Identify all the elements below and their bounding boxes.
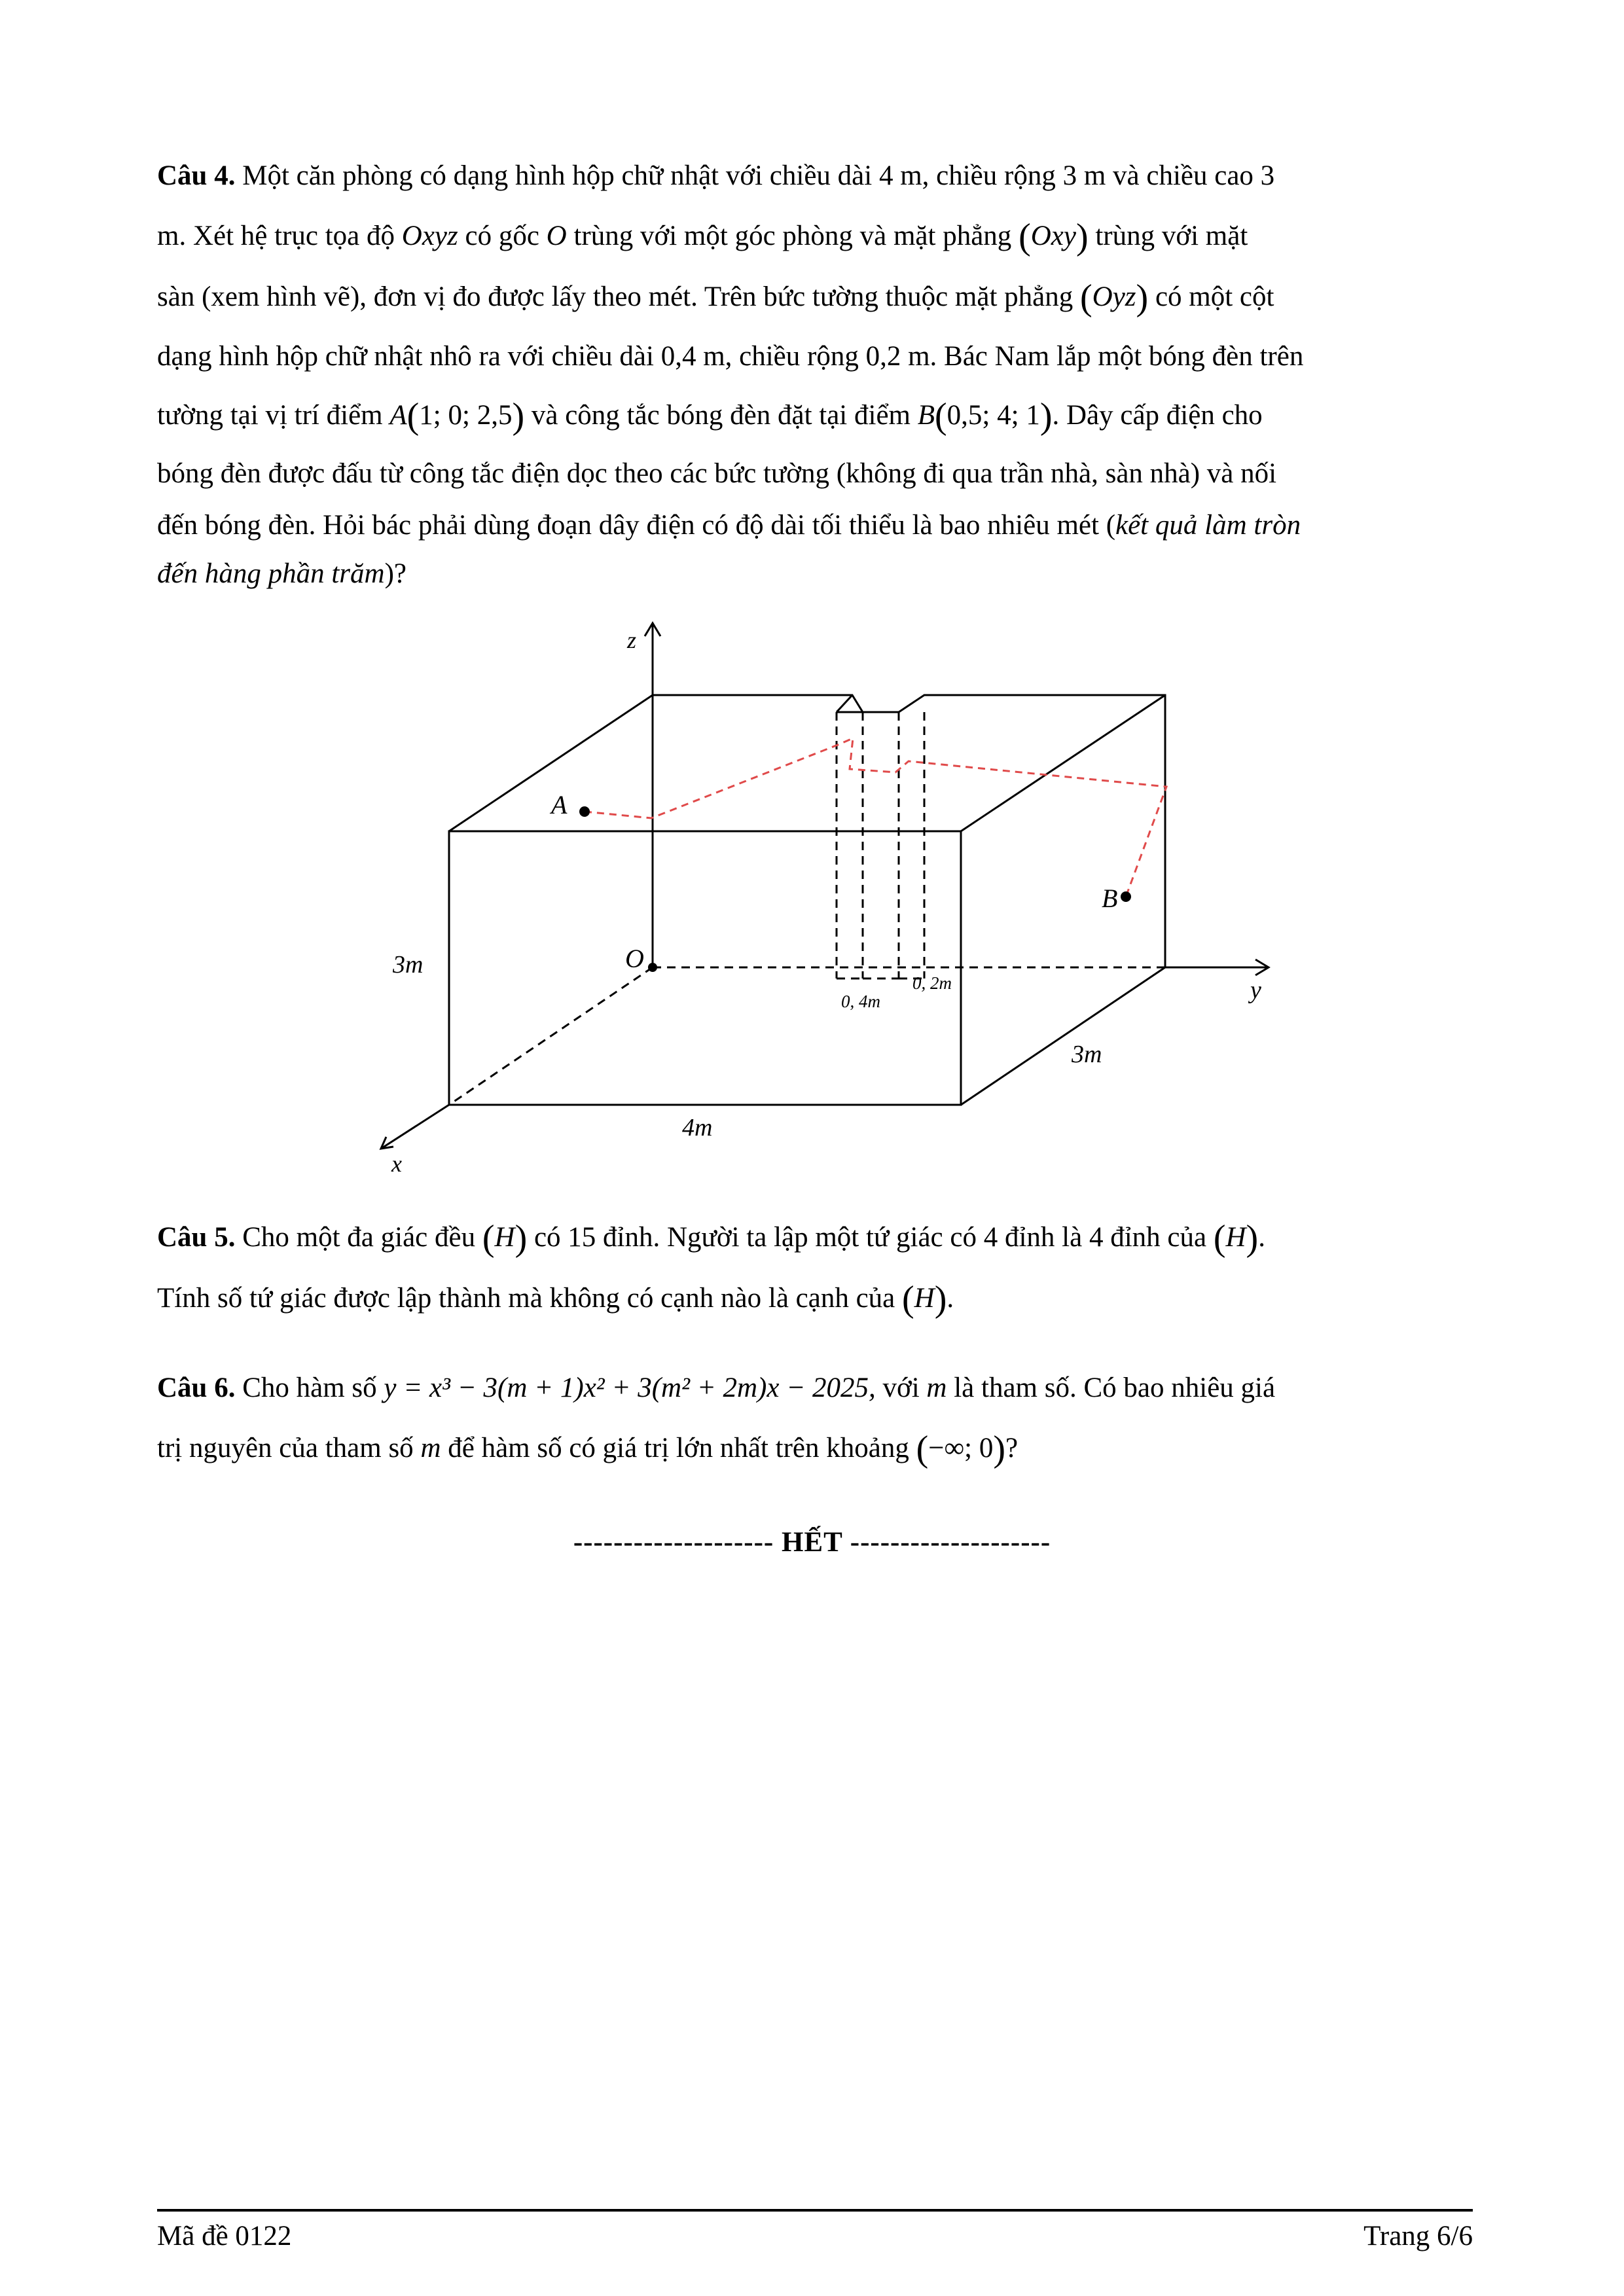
q6-line-1: Câu 6. Cho hàm số y = x³ − 3(m + 1)x² + 3(m² + 2m)x − 2025, với m là tham số. Có bao nhiêu giá (157, 1372, 1276, 1403)
wire-path (585, 738, 1166, 897)
end-mark: -------------------- HẾT -------------------- (573, 1527, 1051, 1558)
label-y: y (1250, 977, 1261, 1004)
q4-line-3: sàn (xem hình vẽ), đơn vị đo được lấy theo mét. Trên bức tường thuộc mặt phẳng (Oyz) có một cột (157, 278, 1274, 318)
label-a: A (551, 790, 568, 819)
room-figure (353, 609, 1309, 1178)
label-o: O (625, 944, 644, 973)
q6-line-2: trị nguyên của tham số m để hàm số có giá trị lớn nhất trên khoảng (−∞; 0)? (157, 1429, 1019, 1469)
label-height: 3m (393, 951, 424, 978)
hidden-edges (449, 695, 1165, 1105)
x-axis (381, 1105, 449, 1149)
q4-line-6: bóng đèn được đấu từ công tắc điện dọc theo các bức tường (không đi qua trần nhà, sàn nhà) và nối (157, 458, 1277, 489)
label-pillar-width: 0, 2m (912, 973, 952, 993)
label-b: B (1102, 884, 1118, 913)
label-pillar-length: 0, 4m (841, 992, 880, 1011)
q4-line-1: Câu 4. Một căn phòng có dạng hình hộp chữ nhật với chiều dài 4 m, chiều rộng 3 m và chiều cao 3 (157, 160, 1275, 191)
q5-line-2: Tính số tứ giác được lập thành mà không có cạnh nào là cạnh của (H). (157, 1279, 954, 1319)
visible-edges (449, 695, 1165, 1105)
footer-exam-code: Mã đề 0122 (157, 2221, 292, 2251)
footer-page-number: Trang 6/6 (1363, 2221, 1473, 2251)
q6-formula: y = x³ − 3(m + 1)x² + 3(m² + 2m)x − 2025, (384, 1372, 876, 1403)
point-a (579, 806, 590, 817)
q4-line-7: đến bóng đèn. Hỏi bác phải dùng đoạn dây điện có độ dài tối thiểu là bao nhiêu mét (kết quả làm tròn (157, 510, 1301, 541)
footer-rule (157, 2209, 1473, 2212)
q4-line-8: đến hàng phần trăm)? (157, 558, 406, 589)
label-x: x (391, 1151, 402, 1177)
q4-line-2: m. Xét hệ trục tọa độ Oxyz có gốc O trùng với một góc phòng và mặt phẳng (Oxy) trùng với mặt (157, 217, 1248, 257)
point-o (648, 963, 657, 972)
point-b (1121, 891, 1131, 902)
label-length: 4m (682, 1114, 713, 1141)
question-5 (157, 1208, 1473, 1329)
label-width: 3m (1072, 1041, 1102, 1068)
label-z: z (627, 627, 637, 653)
question-6 (157, 1358, 1473, 1479)
q4-line-4: dạng hình hộp chữ nhật nhô ra với chiều dài 0,4 m, chiều rộng 0,2 m. Bác Nam lắp một bóng đèn trên (157, 341, 1304, 372)
q4-line-5: tường tại vị trí điểm A(1; 0; 2,5) và công tắc bóng đèn đặt tại điểm B(0,5; 4; 1). Dây cấp điện cho (157, 396, 1263, 437)
q5-line-1: Câu 5. Cho một đa giác đều (H) có 15 đỉnh. Người ta lập một tứ giác có 4 đỉnh là 4 đỉnh của (H). (157, 1218, 1265, 1259)
question-4 (157, 146, 1473, 598)
